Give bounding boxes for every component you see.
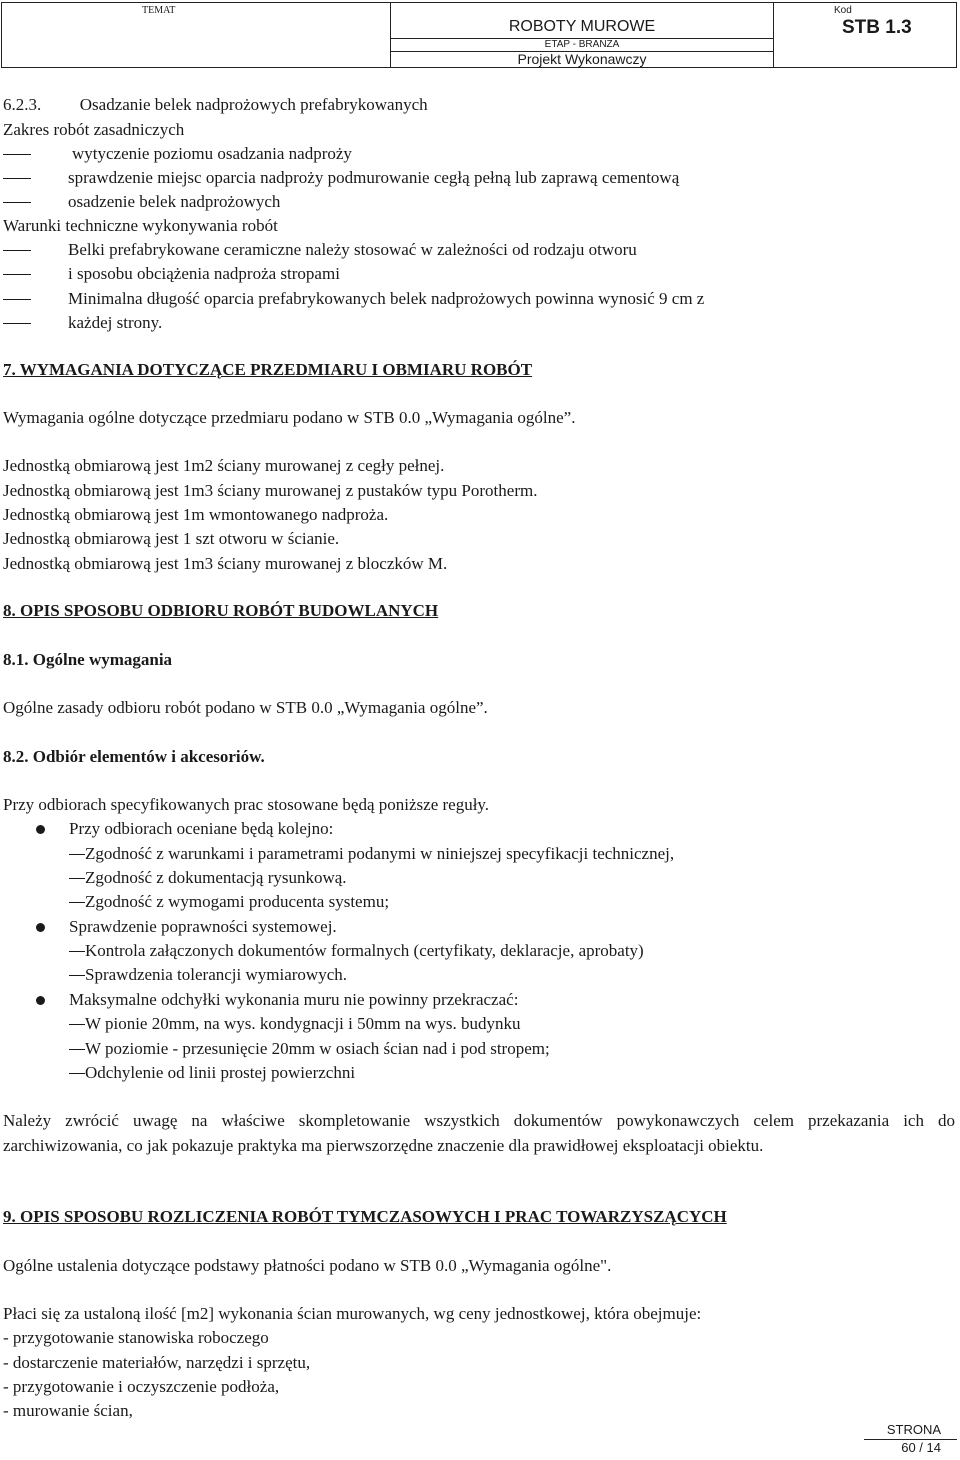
bullet-icon bbox=[36, 923, 45, 932]
temat-label: TEMAT bbox=[142, 5, 176, 16]
page-label: STRONA bbox=[886, 1422, 941, 1437]
document-subtitle: ETAP - BRANŻA bbox=[544, 39, 620, 50]
section-7-heading: 7. WYMAGANIA DOTYCZĄCE PRZEDMIARU I OBMIARU ROBÓT bbox=[3, 360, 533, 379]
section-9-text: Ogólne ustalenia dotyczące podstawy płatności podano w STB 0.0 „Wymagania ogólne". bbox=[3, 1256, 612, 1275]
section-8-2-heading: 8.2. Odbiór elementów i akcesoriów. bbox=[3, 747, 265, 766]
document-code: STB 1.3 bbox=[842, 17, 912, 38]
document-header bbox=[1, 2, 957, 68]
project-type: Projekt Wykonawczy bbox=[517, 51, 647, 67]
header-code-cell bbox=[773, 2, 957, 68]
page-number: 60 / 14 bbox=[901, 1440, 941, 1455]
list-item: - dostarczenie materiałów, narzędzi i sprzętu, bbox=[3, 1353, 311, 1372]
section-7-intro: Wymagania ogólne dotyczące przedmiaru podano w STB 0.0 „Wymagania ogólne”. bbox=[3, 408, 576, 427]
section-8-heading: 8. OPIS SPOSOBU ODBIORU ROBÓT BUDOWLANYCH bbox=[3, 601, 439, 620]
unit-line: Jednostką obmiarową jest 1m3 ściany murowanej z pustaków typu Porotherm. bbox=[3, 481, 538, 500]
section-9-heading: 9. OPIS SPOSOBU ROZLICZENIA ROBÓT TYMCZASOWYCH I PRAC TOWARZYSZĄCYCH bbox=[3, 1207, 727, 1226]
document-title: ROBOTY MUROWE bbox=[508, 18, 656, 35]
heading-number: 6.2.3. bbox=[3, 95, 42, 114]
unit-line: Jednostką obmiarową jest 1 szt otworu w ścianie. bbox=[3, 529, 340, 548]
closing-paragraph: Należy zwrócić uwagę na właściwe skompletowanie wszystkich dokumentów powykonawczych celem przekazania ich do zarchiwizowania, co jak pokazuje praktyka ma pierwszorzędne znaczenie dla prawidłowej eksploatacji obiektu. bbox=[3, 1111, 955, 1155]
heading-text: Osadzanie belek nadprożowych prefabrykowanych bbox=[79, 95, 428, 114]
conditions-title: Warunki techniczne wykonywania robót bbox=[3, 216, 278, 235]
bullet-icon bbox=[36, 996, 45, 1005]
list-item: - przygotowanie i oczyszczenie podłoża, bbox=[3, 1377, 280, 1396]
section-6-2-3-heading bbox=[3, 93, 955, 117]
list-item: - przygotowanie stanowiska roboczego bbox=[3, 1328, 269, 1347]
unit-line: Jednostką obmiarową jest 1m3 ściany murowanej z bloczków M. bbox=[3, 554, 448, 573]
bullet-icon bbox=[36, 825, 45, 834]
section-8-1-heading: 8.1. Ogólne wymagania bbox=[3, 650, 173, 669]
kod-label: Kod bbox=[834, 5, 852, 16]
scope-title: Zakres robót zasadniczych bbox=[3, 120, 185, 139]
header-temat-cell bbox=[1, 2, 391, 68]
page-footer bbox=[864, 1422, 957, 1458]
list-item: - murowanie ścian, bbox=[3, 1401, 133, 1420]
header-title-cell bbox=[390, 2, 774, 68]
section-9-text: Płaci się za ustaloną ilość [m2] wykonania ścian murowanych, wg ceny jednostkowej, która obejmuje: bbox=[3, 1304, 702, 1323]
unit-line: Jednostką obmiarową jest 1m wmontowanego nadproża. bbox=[3, 505, 389, 524]
unit-line: Jednostką obmiarową jest 1m2 ściany murowanej z cegły pełnej. bbox=[3, 456, 445, 475]
section-8-2-text: Przy odbiorach specyfikowanych prac stosowane będą poniższe reguły. bbox=[3, 795, 490, 814]
section-8-1-text: Ogólne zasady odbioru robót podano w STB 0.0 „Wymagania ogólne”. bbox=[3, 698, 488, 717]
